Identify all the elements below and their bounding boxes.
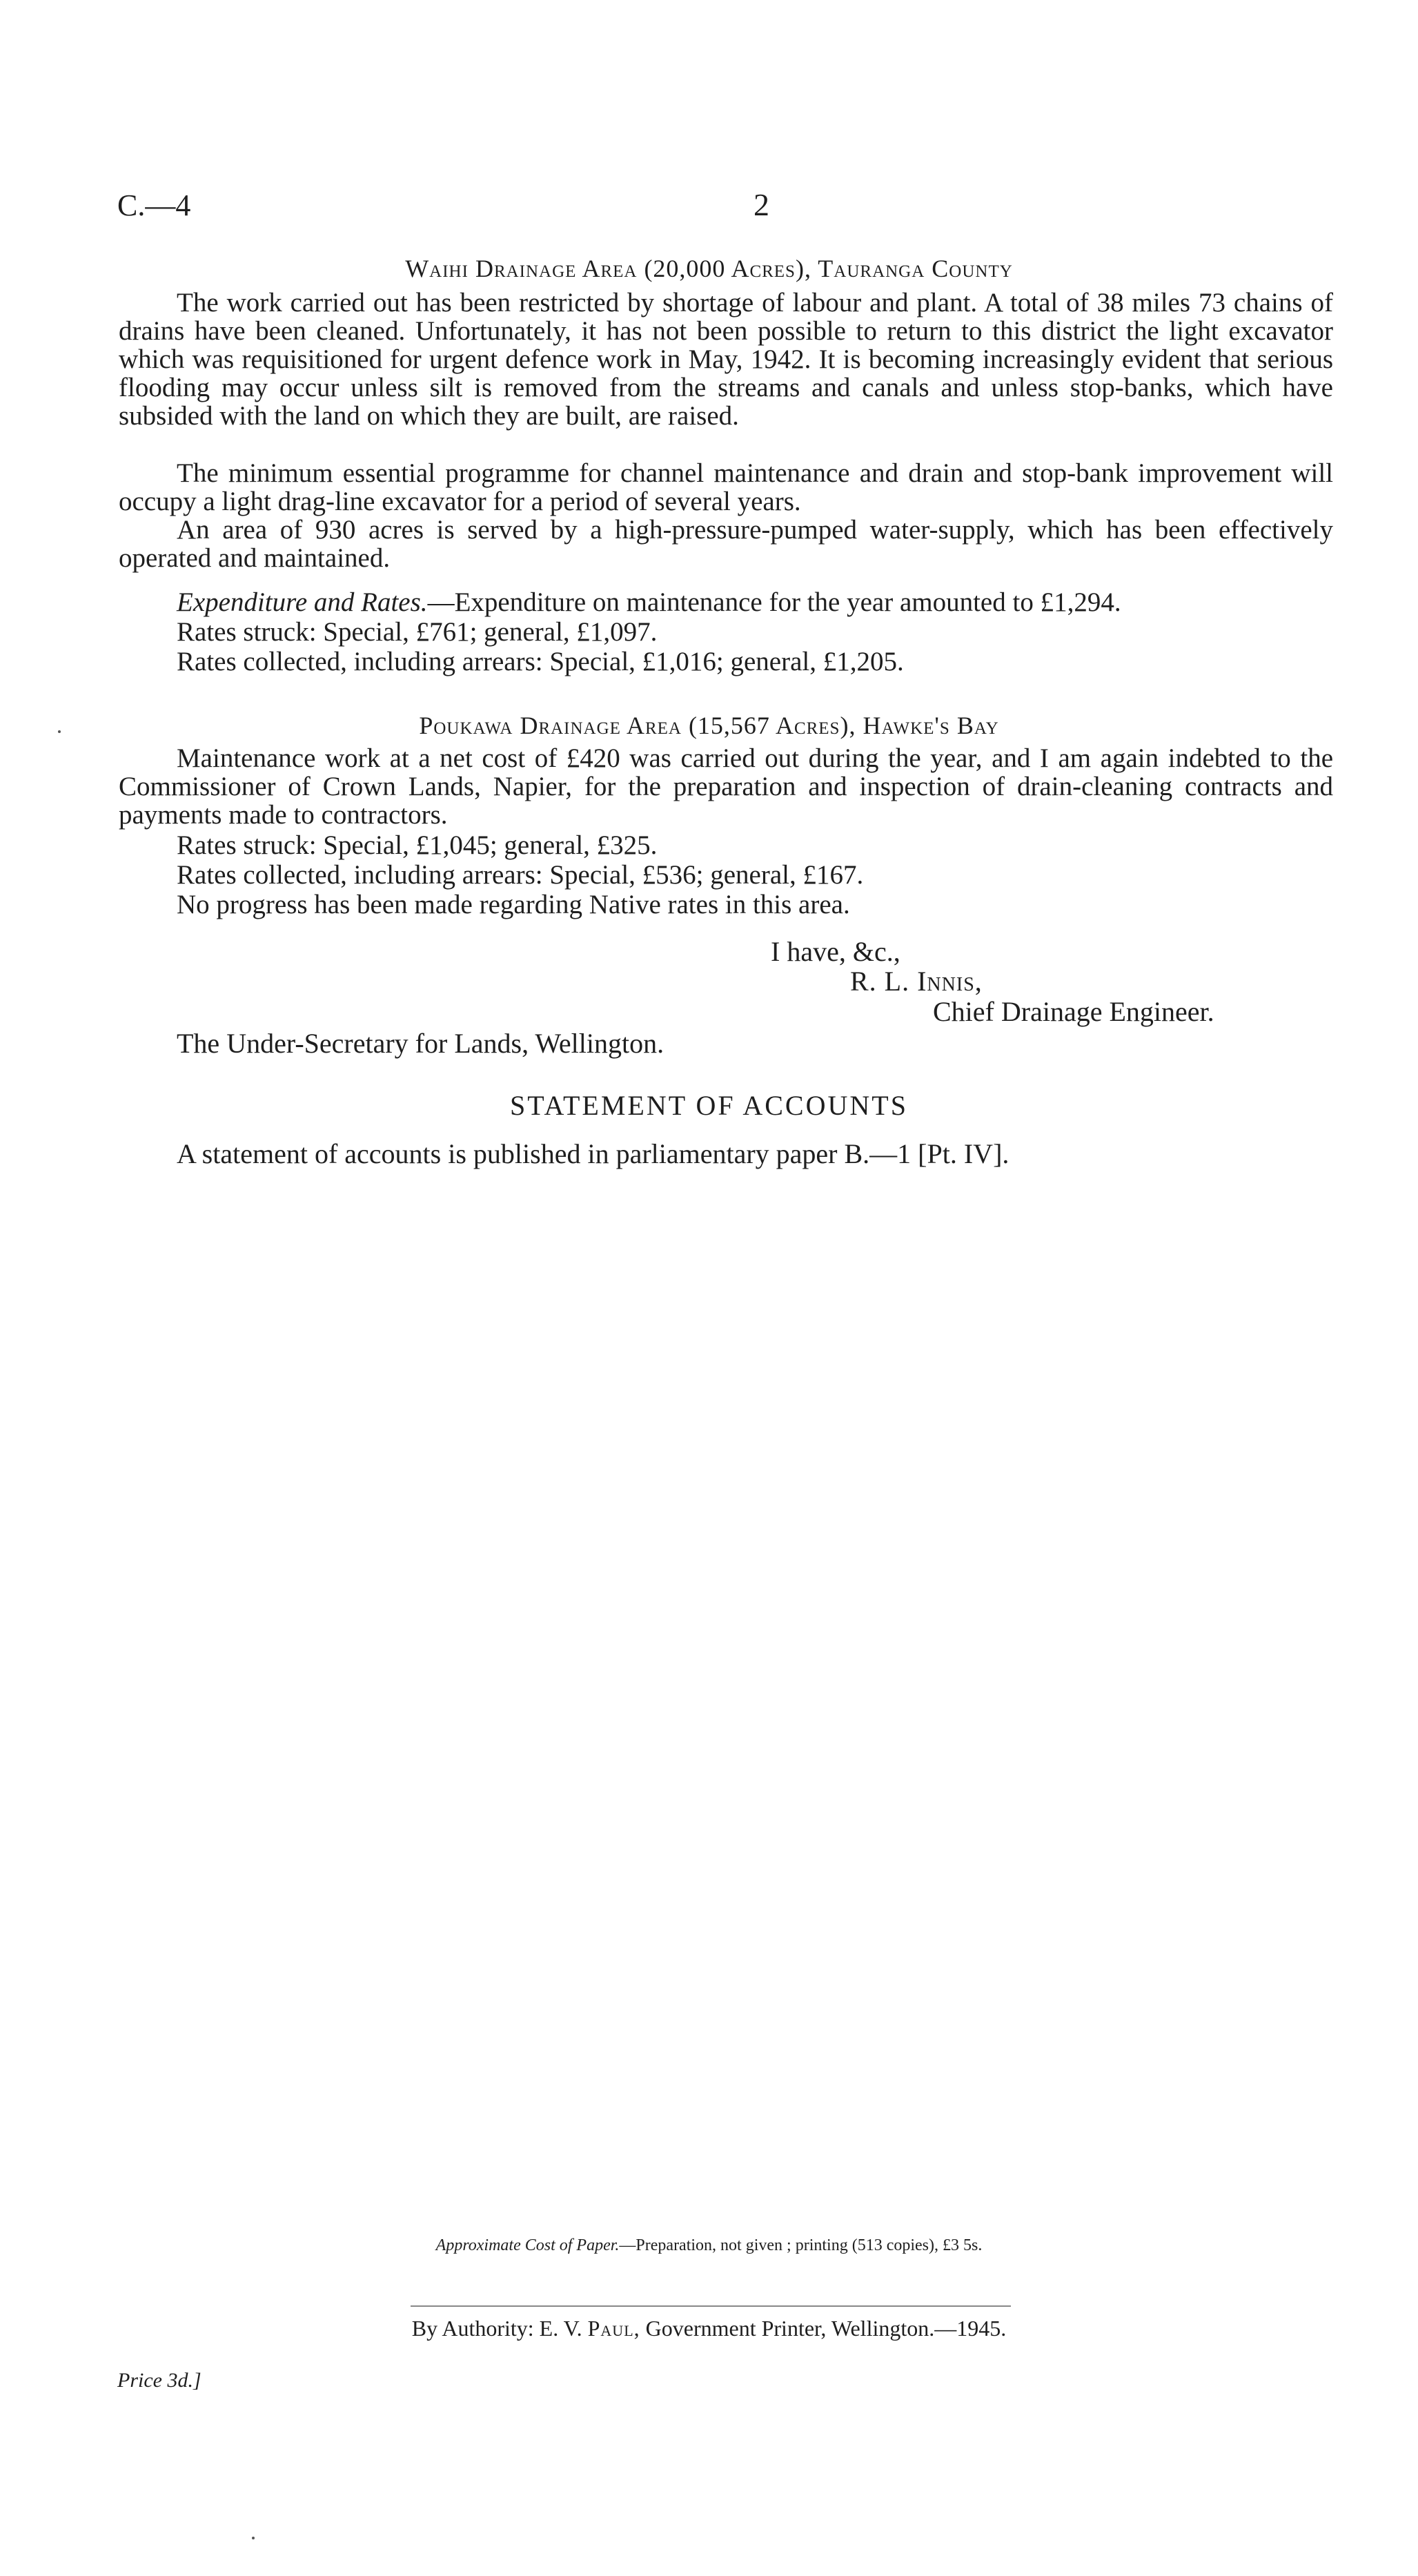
signature-name [850,965,983,997]
waihi-rates-collected: Rates collected, including arrears: Special, £1,016; general, £1,205. [177,647,904,676]
scan-speck [58,730,61,733]
signature-name-text: R. L. Innis, [850,966,983,997]
price: Price 3d.] [117,2369,201,2392]
authority-name: Paul, [587,2316,640,2341]
signature-salutation: I have, &c., [771,936,900,967]
authority-line [0,2316,1418,2341]
expenditure-label: Expenditure and Rates. [177,587,428,617]
cost-note [0,2236,1418,2255]
poukawa-paragraph-text: Maintenance work at a net cost of £420 was carried out during the year, and I am again indebted to the Commissioner of Crown Lands, Napier, for the preparation and inspection of drain-cleaning contracts and payments made to contractors. [119,743,1333,830]
expenditure-text: —Expenditure on maintenance for the year amounted to £1,294. [427,587,1121,617]
poukawa-native-rates: No progress has been made regarding Native rates in this area. [177,890,850,919]
waihi-expenditure [177,588,1121,616]
waihi-rates-struck: Rates struck: Special, £761; general, £1,097. [177,617,658,647]
waihi-heading: Waihi Drainage Area (20,000 Acres), Tauranga County [405,255,1013,282]
waihi-paragraph-1 [119,289,1333,430]
poukawa-rates-struck: Rates struck: Special, £1,045; general, £325. [177,830,658,860]
page-number: 2 [754,187,769,222]
waihi-paragraph-1-text: The work carried out has been restricted by shortage of labour and plant. A total of 38 miles 73 chains of drains have been cleaned. Unfortunately, it has not been possible to return to this district the light excavator which was requisitioned for urgent defence work in May, 1942. It is becoming increasingly evident that serious flooding may occur unless silt is removed from the streams and canals and unless stop-banks, which have subsided with the land on which they are built, are raised. [119,288,1333,431]
poukawa-rates-collected: Rates collected, including arrears: Special, £536; general, £167. [177,860,864,890]
scan-speck [252,2537,255,2539]
waihi-paragraph-2 [119,459,1333,516]
statement-text: A statement of accounts is published in parliamentary paper B.—1 [Pt. IV]. [177,1138,1010,1169]
authority-suffix: Government Printer, Wellington.—1945. [645,2316,1007,2341]
poukawa-paragraph [119,744,1333,829]
waihi-paragraph-3 [119,516,1333,572]
report-code: C.—4 [117,188,191,222]
footer-rule [411,2305,1011,2307]
cost-label: Approximate Cost of Paper. [435,2236,620,2254]
statement-heading: STATEMENT OF ACCOUNTS [510,1090,908,1121]
signature-title: Chief Drainage Engineer. [933,996,1214,1027]
poukawa-heading: Poukawa Drainage Area (15,567 Acres), Hawke's Bay [419,712,999,739]
addressee: The Under-Secretary for Lands, Wellington. [177,1028,664,1059]
cost-text: —Preparation, not given ; printing (513 copies), £3 5s. [619,2236,983,2254]
authority-prefix: By Authority: E. V. [411,2316,582,2341]
waihi-paragraph-2-text: The minimum essential programme for channel maintenance and drain and stop-bank improvement will occupy a light drag-line excavator for a period of several years. [119,458,1333,516]
waihi-paragraph-3-text: An area of 930 acres is served by a high-pressure-pumped water-supply, which has been effectively operated and maintained. [119,515,1333,573]
